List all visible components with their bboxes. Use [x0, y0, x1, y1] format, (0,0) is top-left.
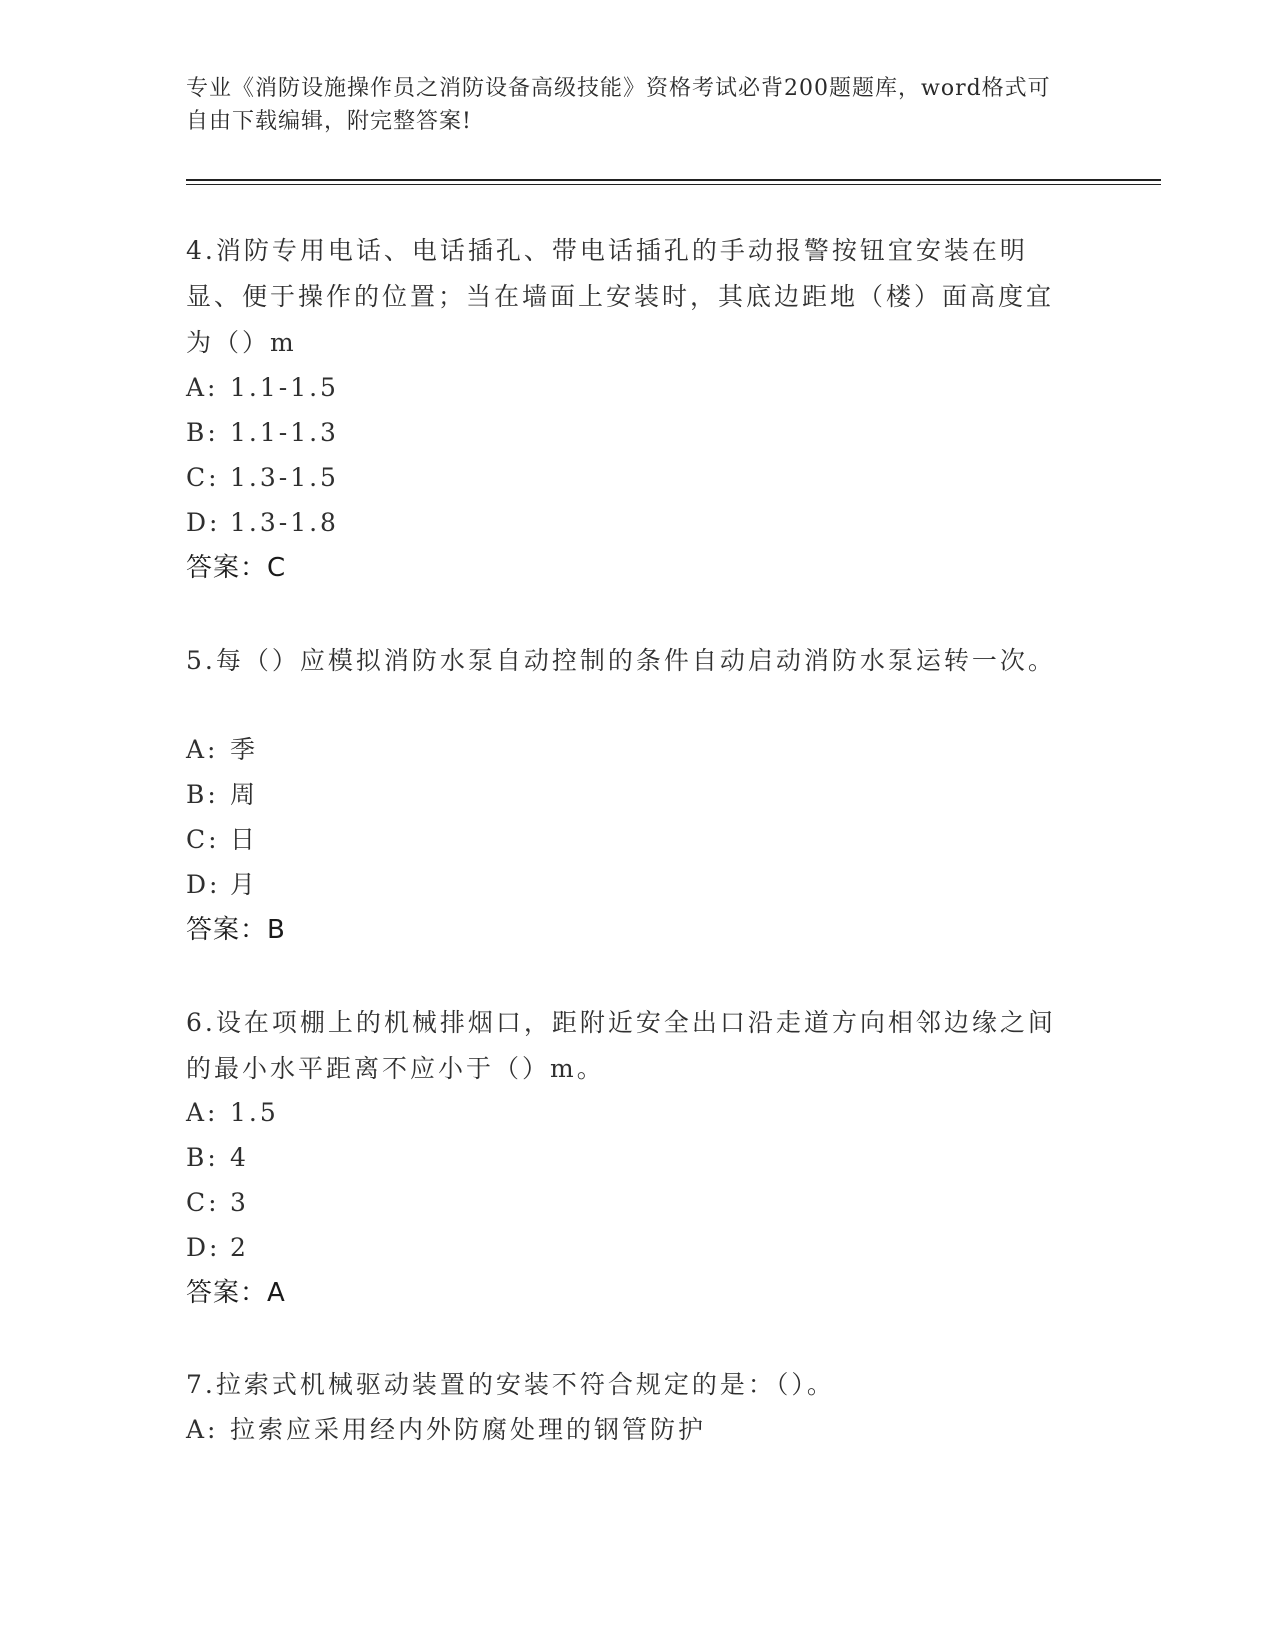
- option-letter: B:: [186, 1143, 219, 1172]
- option-letter: A:: [186, 1098, 219, 1127]
- option-letter: C:: [186, 463, 220, 492]
- question-5-answer: 答案：B: [186, 915, 286, 945]
- question-6-option-c: [186, 1180, 249, 1226]
- option-letter: A:: [186, 735, 219, 764]
- option-letter: D:: [186, 1233, 221, 1262]
- option-text: 日: [230, 825, 259, 854]
- option-letter: D:: [186, 870, 221, 899]
- option-text: 拉索应采用经内外防腐处理的钢管防护: [230, 1415, 707, 1444]
- option-text: 4: [230, 1143, 249, 1172]
- option-text: 1.1-1.3: [230, 418, 339, 447]
- question-4-text: 4.消防专用电话、电话插孔、带电话插孔的手动报警按钮宜安装在明显、便于操作的位置；当在墙面上安装时，其底边距地（楼）面高度宜为（）m: [186, 236, 1055, 357]
- option-letter: B:: [186, 780, 219, 809]
- option-letter: D:: [186, 508, 221, 537]
- option-text: 1.1-1.5: [230, 373, 339, 402]
- option-letter: A:: [186, 1415, 219, 1444]
- option-letter: B:: [186, 418, 219, 447]
- option-text: 月: [230, 870, 259, 899]
- question-6-option-b: [186, 1135, 249, 1181]
- option-text: 1.3-1.8: [230, 508, 339, 537]
- header-divider-thick: [186, 179, 1161, 181]
- question-5-option-d: [186, 862, 258, 908]
- option-letter: C:: [186, 1188, 220, 1217]
- option-text: 1.3-1.5: [230, 463, 339, 492]
- question-6-option-a: [186, 1090, 279, 1136]
- question-4-option-b: [186, 410, 339, 456]
- option-letter: C:: [186, 825, 220, 854]
- question-5-option-b: [186, 772, 258, 818]
- option-text: 2: [230, 1233, 249, 1262]
- option-text: 季: [230, 735, 259, 764]
- question-5-text: 5.每（）应模拟消防水泵自动控制的条件自动启动消防水泵运转一次。: [186, 646, 1056, 675]
- question-7-option-a: [186, 1407, 706, 1453]
- option-letter: A:: [186, 373, 219, 402]
- question-4-option-d: [186, 500, 339, 546]
- question-4-option-a: [186, 365, 339, 411]
- option-text: 周: [230, 780, 259, 809]
- question-7-text: 7.拉索式机械驱动装置的安装不符合规定的是：（）。: [186, 1370, 835, 1399]
- question-4-answer: 答案：C: [186, 553, 287, 583]
- question-4-option-c: [186, 455, 339, 501]
- question-6-text: 6.设在项棚上的机械排烟口，距附近安全出口沿走道方向相邻边缘之间的最小水平距离不应小于（）m。: [186, 1008, 1056, 1083]
- option-text: 3: [230, 1188, 249, 1217]
- question-6-answer: 答案：A: [186, 1278, 286, 1308]
- question-5-option-a: [186, 727, 258, 773]
- document-header: 专业《消防设施操作员之消防设备高级技能》资格考试必背200题题库，word格式可自由下载编辑，附完整答案!: [186, 76, 1051, 134]
- option-text: 1.5: [230, 1098, 279, 1127]
- header-divider-thin: [186, 184, 1161, 185]
- question-6-option-d: [186, 1225, 249, 1271]
- question-5-option-c: [186, 817, 258, 863]
